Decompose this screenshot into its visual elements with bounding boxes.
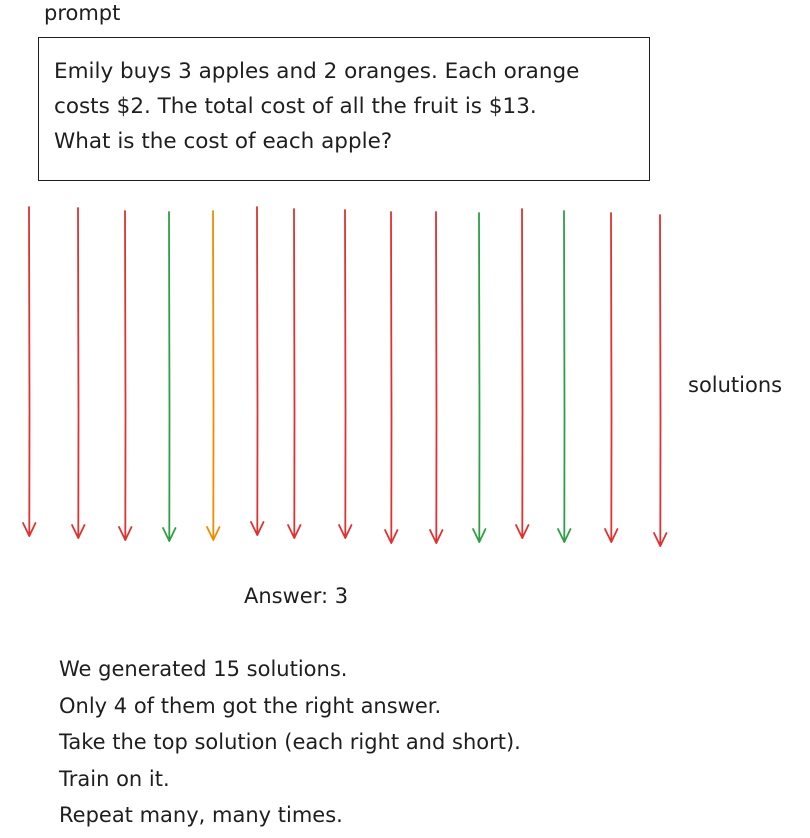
solution-arrow-4: [163, 212, 176, 541]
note-line-3: Take the top solution (each right and short).: [59, 730, 521, 754]
solution-arrow-14: [605, 213, 618, 542]
solution-arrow-1: [23, 207, 36, 536]
prompt-line-3: What is the cost of each apple?: [54, 129, 393, 154]
solution-arrow-7: [288, 209, 301, 538]
solution-arrow-3: [119, 211, 132, 540]
solution-arrow-8: [339, 210, 352, 538]
answer-value: 3: [334, 584, 349, 608]
prompt-line-2: costs $2. The total cost of all the fruit is $13.: [54, 94, 537, 119]
solution-arrow-10: [430, 212, 443, 543]
prompt-line-1: Emily buys 3 apples and 2 oranges. Each orange: [54, 59, 580, 84]
solution-arrow-9: [385, 212, 398, 543]
solution-arrow-5: [207, 211, 220, 540]
note-line-1: We generated 15 solutions.: [59, 657, 348, 681]
note-line-4: Train on it.: [59, 766, 170, 791]
answer-label: [244, 581, 348, 611]
answer-prefix: Answer:: [244, 584, 329, 608]
solution-arrow-11: [473, 213, 486, 542]
solutions-label: solutions: [688, 373, 783, 397]
prompt-label: prompt: [44, 1, 121, 25]
note-line-5: Repeat many, many times.: [59, 803, 343, 827]
solution-arrow-15: [654, 215, 667, 546]
solution-arrow-6: [251, 207, 264, 535]
solution-arrow-2: [72, 208, 85, 538]
note-line-2: Only 4 of them got the right answer.: [59, 693, 442, 718]
notes: [59, 651, 521, 834]
solution-arrow-13: [558, 211, 571, 542]
solution-arrow-12: [516, 209, 529, 538]
